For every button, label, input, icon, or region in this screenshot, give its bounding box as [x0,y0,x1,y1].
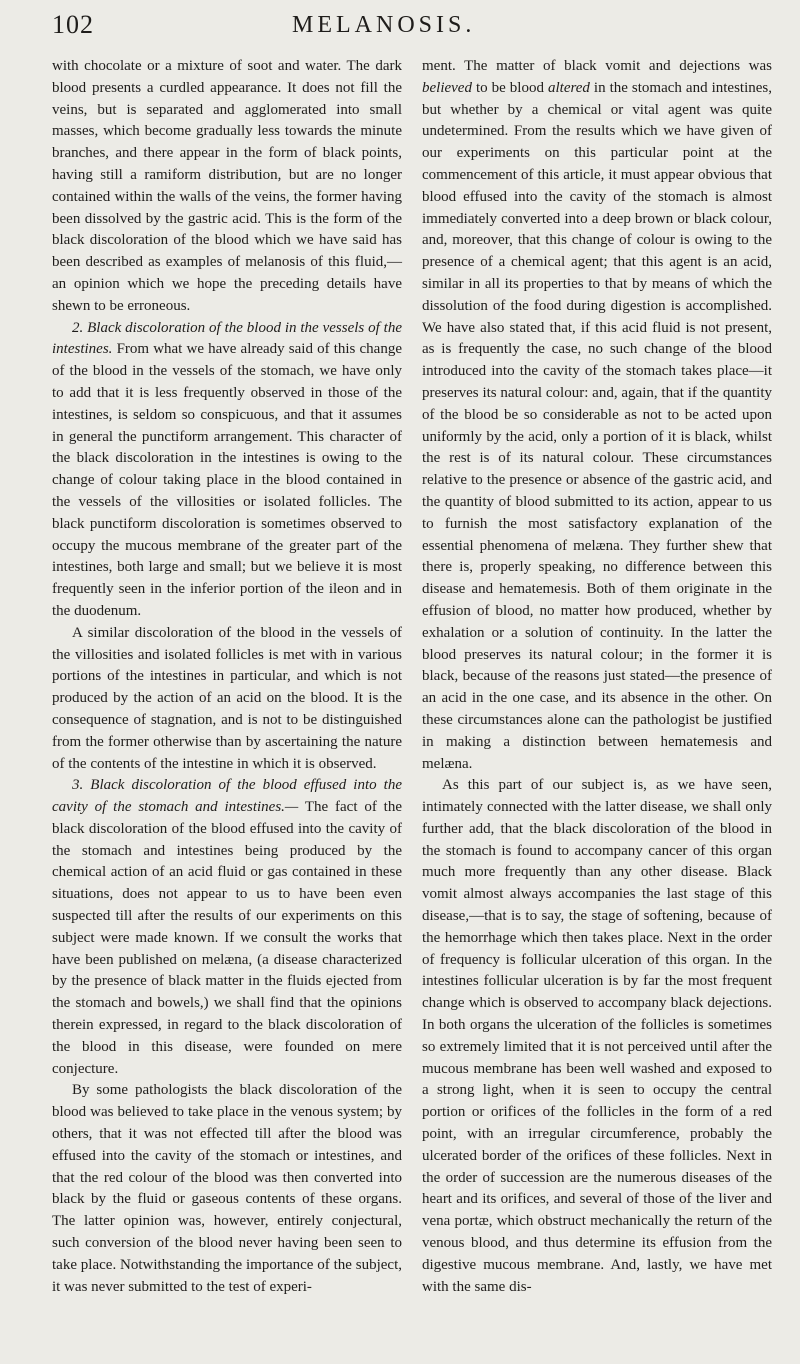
text-run: in the stomach and intestines, but whether by a chemical or vital agent was quite undetermined. From the results which we have given of our experiments on this particular point at the commencement of this article, it must appear obvious that blood effused into the cavity of the stomach is almost immediately converted into a deep brown or black colour, and, moreover, that this change of colour is owing to the presence of a chemical agent; that this agent is an acid, similar in all its properties to that by means of which the dissolution of the food during digestion is accomplished. We have also stated that, if this acid fluid is not present, as is frequently the case, no such change of the blood introduced into the cavity of the stomach takes place—it preserves its natural colour: and, again, that if the quantity of the blood be so considerable as not to be acted upon uniformly by the acid, only a portion of it is black, whilst the rest is of its natural colour. These circumstances relative to the presence or absence of the gastric acid, and the quantity of blood submitted to its action, appear to us to furnish the most satisfactory explanation of the essential phenomena of melæna. They further shew that there is, properly speaking, no difference between this disease and hematemesis. Both of them originate in the effusion of blood, no matter how produced, whether by exhalation or a solution of continuity. In the latter the blood preserves its natural colour; in the former it is black, because of the reasons just stated—the presence of an acid in the one case, and its absence in the other. On these circumstances alone can the pathologist be justified in making a distinction between hematemesis and melæna. [422,79,772,772]
paragraph: with chocolate or a mixture of soot and water. The dark blood presents a curdled appearance. It does not fill the veins, but is separated and agglomerated into small masses, which become gradually less towards the minute branches, and there appear in the form of black points, having still a ramiform distribution, but are no longer contained within the walls of the veins, the former having been dissolved by the gastric acid. This is the form of the black discoloration of the blood which we have said has been described as examples of melanosis of this fluid,—an opinion which we hope the preceding details have shewn to be erroneous. [52,58,402,314]
text-columns [52,56,772,1298]
section-heading: 3. Black discoloration of the blood effused into the cavity of the stomach and intestines.— [52,777,402,816]
section-heading: 2. Black discoloration of the blood in the vessels of the intestines. [52,319,402,358]
text-run: to be blood [471,79,548,96]
page-header [52,8,772,48]
page-number: 102 [52,10,94,39]
italic-word: believed [422,79,472,96]
left-column [52,56,402,1298]
paragraph: By some pathologists the black discoloration of the blood was believed to take place in the venous system; by others, that it was not effected till after the blood was effused into the cavity of the stomach or intestines, and that the red colour of the blood was then converted into black by the fluid or gaseous contents of these organs. The latter opinion was, however, entirely conjectural, such conversion of the blood never having been seen to take place. Notwithstanding the importance of the subject, it was never submitted to the test of experi- [52,1082,402,1295]
paragraph: As this part of our subject is, as we have seen, intimately connected with the latter disease, we shall only further add, that the black discoloration of the blood in the stomach is found to accompany cancer of this organ much more frequently than any other disease. Black vomit almost always accompanies the last stage of this disease,—that is to say, the stage of softening, because of the hemorrhage which then takes place. Next in the order of frequency is follicular ulceration of this organ. In the intestines follicular ulceration is by far the most frequent change which is observed to accompany black dejections. In both organs the ulceration of the follicles is sometimes so extremely limited that it is not perceived until after the mucous membrane has been well washed and exposed to a strong light, when it is seen to occupy the central portion or orifices of the follicles in the form of a red point, with an irregular circumference, probably the ulcerated border of the orifices of these follicles. Next in the order of succession are the numerous diseases of the heart and its orifices, and several of those of the liver and vena portæ, which obstruct mechanically the return of the venous blood, and thus determine its effusion from the digestive mucous membrane. And, lastly, we have met with the same dis- [422,777,772,1295]
running-title: MELANOSIS. [292,12,476,38]
paragraph [422,56,772,775]
italic-word: altered [547,79,590,96]
paragraph-body: From what we have already said of this change of the blood in the vessels of the stomach, we have only to add that it is less frequently observed in those of the intestines, is seldom so conspicuous, and that it assumes in general the punctiform arrangement. This character of the black discoloration in the intestines is owing to the change of colour taking place in the blood contained in the vessels of the villosities or isolated follicles. The black punctiform discoloration is sometimes observed to occupy the mucous membrane of the greater part of the intestines, both large and small; but we believe it is most frequently seen in the inferior portion of the ileon and in the duodenum. [52,341,402,619]
paragraph: A similar discoloration of the blood in the vessels of the villosities and isolated follicles is met with in various portions of the intestines in particular, and which is not produced by the action of an acid on the blood. It is the consequence of stagnation, and is not to be distinguished from the former otherwise than by ascertaining the nature of the contents of the intestine in which it is observed. [52,624,402,772]
paragraph [52,318,402,623]
paragraph [52,775,402,1080]
paragraph-body: The fact of the black discoloration of the blood effused into the cavity of the stomach and intestines being produced by the chemical action of an acid fluid or gas contained in these situations, does not appear to us to have been even suspected till after the results of our experiments on this subject were made known. If we consult the works that have been published on melæna, (a disease characterized by the presence of black matter in the fluids ejected from the stomach and bowels,) we shall find that the opinions therein expressed, in regard to the black discoloration of the blood in this disease, were founded on mere conjecture. [52,799,402,1077]
right-column [422,56,772,1298]
text-run: ment. The matter of black vomit and dejections was [422,58,772,74]
